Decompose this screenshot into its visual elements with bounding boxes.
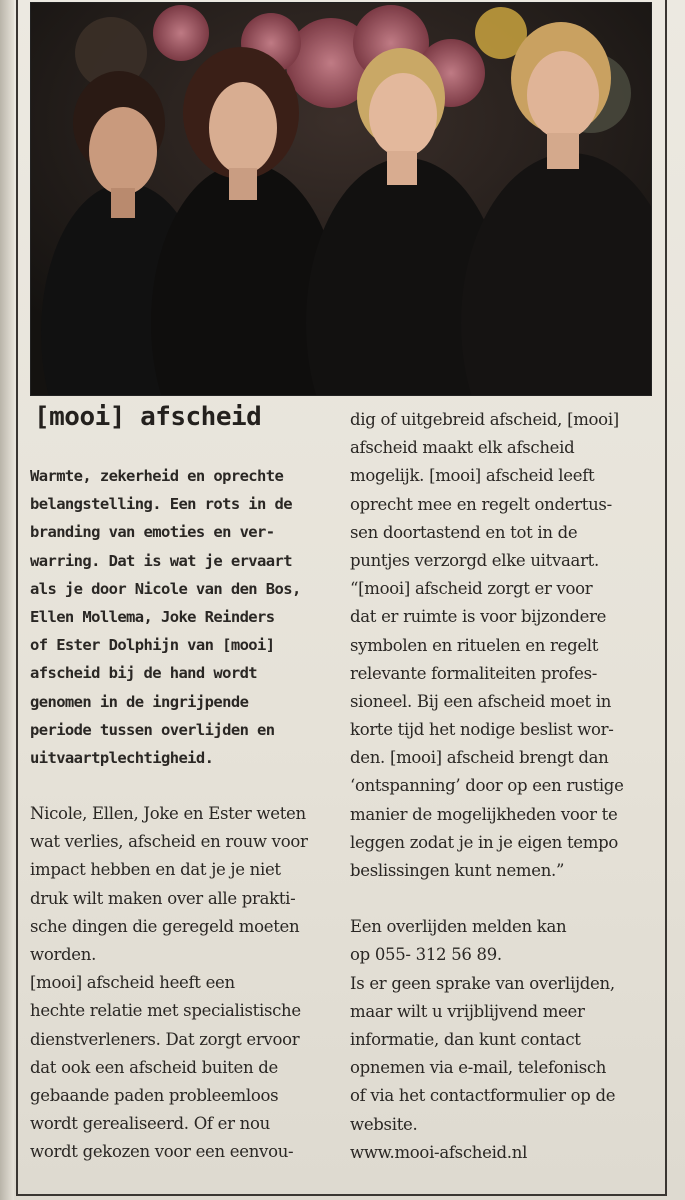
- body-line: worden.: [30, 945, 97, 964]
- paragraph-gap: [350, 885, 662, 913]
- body-line: sioneel. Bij een afscheid moet in: [350, 691, 612, 711]
- body-line: impact hebben en dat je je niet: [30, 860, 281, 880]
- contact-line: opnemen via e-mail, telefonisch: [350, 1058, 607, 1078]
- body-paragraph-left: [30, 800, 338, 1166]
- body-line: afscheid maakt elk afscheid: [350, 438, 575, 458]
- contact-line: of via het contactformulier op de: [350, 1086, 616, 1106]
- body-line: ‘ontspanning’ door op een rustige: [350, 776, 624, 796]
- lead-line: uitvaartplechtigheid.: [30, 748, 214, 767]
- body-line: oprecht mee en regelt ondertus-: [350, 494, 612, 514]
- paragraph-gap: [30, 772, 338, 800]
- body-line: gebaande paden probleemloos: [30, 1085, 279, 1105]
- body-line: wat verlies, afscheid en rouw voor: [30, 832, 308, 852]
- contact-line: maar wilt u vrijblijvend meer: [350, 1001, 585, 1021]
- body-line: hechte relatie met specialistische: [30, 1001, 301, 1021]
- lead-line: periode tussen overlijden en: [30, 720, 275, 739]
- article-photo: [30, 2, 652, 396]
- lead-line: of Ester Dolphijn van [mooi]: [30, 636, 275, 655]
- lead-line: warring. Dat is wat je ervaart: [30, 551, 292, 570]
- body-line: den. [mooi] afscheid brengt dan: [350, 748, 609, 768]
- lead-paragraph: [30, 462, 338, 772]
- photo-illustration: [31, 3, 651, 395]
- contact-line: Een overlijden melden kan: [350, 917, 567, 937]
- body-line: symbolen en rituelen en regelt: [350, 635, 599, 655]
- body-line: sen doortastend en tot in de: [350, 522, 578, 542]
- contact-phone: op 055- 312 56 89.: [350, 945, 502, 965]
- page-edge-shadow: [0, 0, 14, 1200]
- body-line: sche dingen die geregeld moeten: [30, 916, 300, 936]
- body-line: “[mooi] afscheid zorgt er voor: [350, 579, 593, 599]
- lead-line: Warmte, zekerheid en oprechte: [30, 467, 284, 485]
- lead-line: belangstelling. Een rots in de: [30, 495, 292, 514]
- body-line: beslissingen kunt nemen.”: [350, 861, 565, 880]
- lead-line: Ellen Mollema, Joke Reinders: [30, 607, 275, 626]
- body-line: [mooi] afscheid heeft een: [30, 973, 235, 993]
- lead-line: als je door Nicole van den Bos,: [30, 579, 301, 598]
- contact-line: Is er geen sprake van overlijden,: [350, 973, 615, 993]
- body-line: dig of uitgebreid afscheid, [mooi]: [350, 410, 619, 429]
- body-line: mogelijk. [mooi] afscheid leeft: [350, 466, 595, 486]
- body-line: leggen zodat je in je eigen tempo: [350, 832, 618, 852]
- body-line: Nicole, Ellen, Joke en Ester weten: [30, 804, 306, 824]
- body-line: manier de mogelijkheden voor te: [350, 804, 618, 824]
- lead-line: genomen in de ingrijpende: [30, 692, 249, 711]
- contact-line: informatie, dan kunt contact: [350, 1029, 581, 1049]
- body-line: dat ook een afscheid buiten de: [30, 1057, 278, 1077]
- website-url: www.mooi-afscheid.nl: [350, 1142, 528, 1162]
- right-column: [350, 406, 662, 1167]
- body-line: relevante formaliteiten profes-: [350, 663, 598, 683]
- contact-paragraph: [350, 913, 662, 1167]
- left-column: [30, 462, 338, 1167]
- lead-line: branding van emoties en ver-: [30, 523, 275, 542]
- contact-line: website.: [350, 1114, 418, 1134]
- body-line: druk wilt maken over alle prakti-: [30, 888, 296, 908]
- body-line: puntjes verzorgd elke uitvaart.: [350, 550, 599, 570]
- body-line: dat er ruimte is voor bijzondere: [350, 607, 607, 627]
- body-line: korte tijd het nodige beslist wor-: [350, 720, 614, 740]
- body-paragraph-right: [350, 406, 662, 885]
- body-line: wordt gerealiseerd. Of er nou: [30, 1114, 270, 1134]
- article-title: [mooi] afscheid: [34, 402, 262, 432]
- body-line: dienstverleners. Dat zorgt ervoor: [30, 1029, 300, 1049]
- lead-line: afscheid bij de hand wordt: [30, 664, 258, 683]
- body-line: wordt gekozen voor een eenvou-: [30, 1142, 294, 1162]
